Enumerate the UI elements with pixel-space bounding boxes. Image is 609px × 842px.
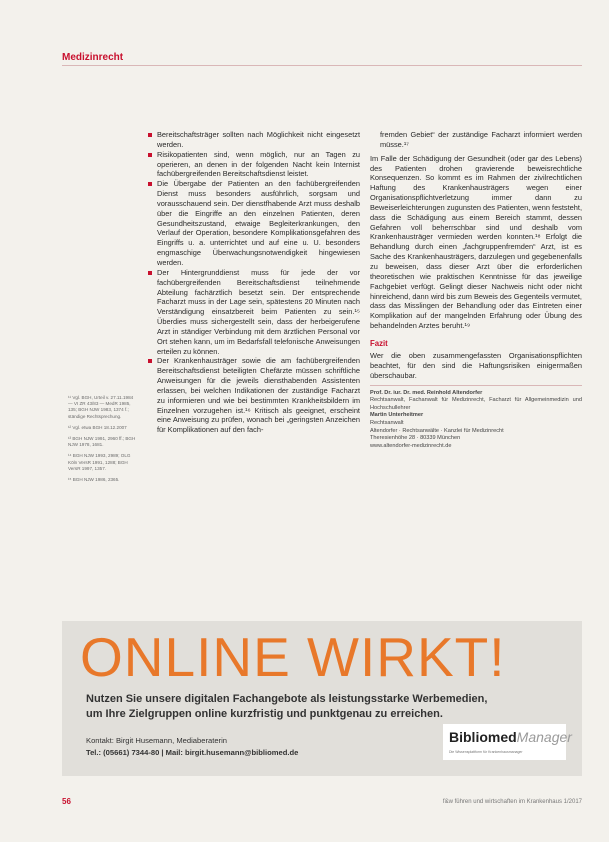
contact-phone-mail[interactable]: Tel.: (05661) 7344-80 | Mail: birgit.husemann@bibliomed.de <box>86 748 299 758</box>
publication-line: f&w führen und wirtschaften im Krankenhaus 1/2017 <box>442 799 582 805</box>
footnote: ¹⁵ BGH NJW 1986, 2365. <box>68 476 120 482</box>
ad-subtitle-line: Nutzen Sie unsere digitalen Fachangebote als leistungsstarke Werbemedien, <box>86 693 488 705</box>
list-item: Risikopatienten sind, wenn möglich, nur an Tagen zu operieren, an denen in der folgenden Nacht kein Internist fachübergreifenden Bereitschaftsdienst leistet. <box>148 150 360 180</box>
firm-line: Altendorfer · Rechtsanwälte · Kanzlei für Medizinrecht <box>370 427 504 434</box>
author-divider <box>370 385 582 386</box>
footnotes <box>68 395 136 488</box>
fazit-heading: Fazit <box>370 338 388 348</box>
list-item: Bereitschaftsträger sollten nach Möglichkeit nicht eingesetzt werden. <box>148 130 360 150</box>
requirements-list <box>148 130 360 435</box>
author-block <box>370 390 582 450</box>
article-column-left <box>148 130 360 435</box>
ad-contact <box>86 735 298 759</box>
article-column-right <box>370 130 582 450</box>
section-divider <box>62 65 582 66</box>
logo-wordmark <box>449 729 572 745</box>
advertisement <box>62 621 582 776</box>
fazit-text: Wer die oben zusammengefassten Organisationspflichten beachtet, für den sind die Haftungsrisiken einigermaßen überschaubar. <box>370 351 582 380</box>
ad-headline: ONLINE WIRKT! <box>80 626 506 688</box>
list-item: Der Hintergrunddienst muss für jede der vor fachübergreifenden Bereitschaftsdienst teilnehmende Abteilung fachärztlich besetzt sein. Der entsprechende Facharzt muss in der Lage sein, spätestens 20 Minuten nach Verständigung einsatzbereit beim Patienten zu sein.¹⁵ Überdies muss sichergestellt sein, dass der herbeigerufene Arzt in ständiger Verbindung mit dem ärztlichen Personal vor Ort stehen kann, um im Bedarfsfall telefonische Anweisungen erteilen zu können. <box>148 268 360 357</box>
body-paragraph: Im Falle der Schädigung der Gesundheit (oder gar des Lebens) des Patienten drohen gravierende beweisrechtliche Konsequenzen. So kommt es im Rahmen der zivilrechtlichen Haftung des Krankenhausträgers wegen einer Organisationspflichtverletzung immer dann zu Beweiserleichterungen zugunsten des Patienten, wenn feststeht, dass die Schädigung aus einem Bereich stammt, dessen Gefahren voll beherrschbar sind und deshalb vom Krankenhausträger vermieden werden konnten.¹⁸ Erfolgt die Behandlung durch einen „fachgruppenfremden“ Arzt, ist es Sache des Krankenhausträgers, darzulegen und gegebenenfalls zu beweisen, dass dieser Arzt über die erforderlichen theoretischen wie praktischen Kenntnisse für das jeweilige Fachgebiet verfügt. Gelingt dieser Nachweis nicht oder nicht hinreichend, dann wird bis zum Beweis des Gegenteils vermutet, dass das Misslingen der Behandlung oder das Eintreten einer Komplikation auf der mangelnden Erfahrung oder Übung des behandelnden Arztes beruht.¹⁹ <box>370 153 583 331</box>
web-link[interactable]: www.altendorfer-medizinrecht.de <box>370 442 452 449</box>
ad-subtitle-line: um Ihre Zielgruppen online kurzfristig und punktgenau zu erreichen. <box>86 708 443 721</box>
author-name: Martin Unterheitmer <box>370 412 424 419</box>
author-role: Rechtsanwalt <box>370 419 404 426</box>
logo-name: Bibliomed <box>449 729 517 745</box>
page-number: 56 <box>62 797 71 806</box>
author-name: Prof. Dr. iur. Dr. med. Reinhold Altendorfer <box>370 389 483 396</box>
list-item: Der Krankenhausträger sowie die am fachübergreifenden Bereitschaftsdienst beteiligten Chefärzte müssen schriftliche Anweisungen für die jeweils diensthabenden Assistenten erlassen, bei welchen Indikationen der zuständige Facharzt zu informieren und wie bei bestimmten Krankheitsbildern im Einzelnen vorzugehen ist.¹⁶ Kritisch als geeignet, erscheint eine Anweisung zu prüfen, wonach bei „geringsten Anzeichen für Komplikationen auf den fach- <box>148 356 360 435</box>
list-item: Die Übergabe der Patienten an den fachübergreifenden Dienst muss besonders ausführlich, sorgsam und vorausschauend sein. Der dienstfhabende Arzt muss deshalb über die Eingriffe an den einzelnen Patienten, deren Gesundheitszustand, etwaige Begleiterkrankungen, den Verlauf der Operation, besondere Komplikationsgefahren des Eingriffs u. a. unterrichtet und auf eine u. U. besonders engmaschige Überwachungsnotwendigkeit hingewiesen werden. <box>148 179 360 268</box>
bibliomed-logo <box>443 724 572 760</box>
logo-tagline: Die Wissensplattform für Krankenhausmanager <box>449 750 523 754</box>
footnote: ¹³ BGH NJW 1991, 2960 ff.; BGH NJW 1978, 1681. <box>68 435 136 448</box>
address-line: Theresienhöhe 28 · 80339 München <box>370 435 461 442</box>
section-label: Medizinrecht <box>62 52 124 63</box>
author-role: Rechtsanwalt, Fachanwalt für Medizinrecht, Facharzt für Allgemeinmedizin und Hochschullehrer <box>370 397 582 411</box>
footnote: ¹¹ Vgl. BGH, Urteil v. 27.11.1984 — VI ZR 43/83 — MedR 1985, 135; BGH NJW 1983, 1374 f.; ständige Rechtsprechung. <box>68 395 134 419</box>
ad-subtitle <box>86 692 556 723</box>
footnote: ¹² Vgl. etwa BGH 18.12.2007 <box>68 424 127 430</box>
contact-person: Kontakt: Birgit Husemann, Mediaberaterin <box>86 736 227 745</box>
continuation-text: fremden Gebiet“ der zuständige Facharzt informiert werden müsse.¹⁷ <box>380 130 582 149</box>
logo-accent: Manager <box>516 729 572 745</box>
footnote: ¹⁴ BGH NJW 1993, 2989; OLG Köln VersR 1991, 1288; BGH VersR 1997, 1357. <box>68 453 131 471</box>
